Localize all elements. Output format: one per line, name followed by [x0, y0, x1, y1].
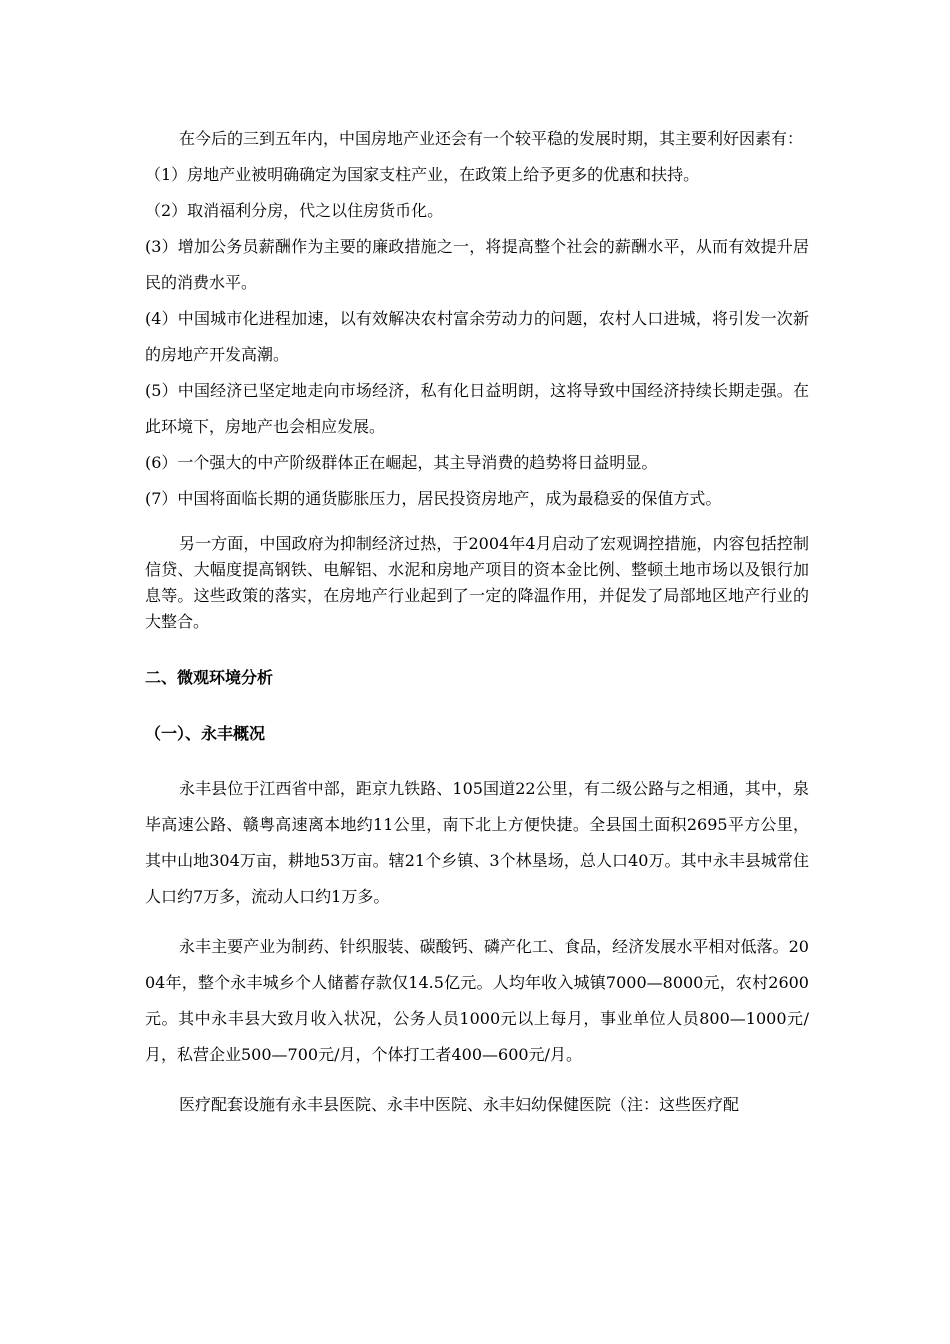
factor-item-2: （2）取消福利分房，代之以住房货币化。: [145, 201, 444, 220]
macro-policy-paragraph: 另一方面，中国政府为抑制经济过热，于2004年4月启动了宏观调控措施，内容包括控制信贷、大幅度提高钢铁、电解铝、水泥和房地产项目的资本金比例、整顿土地市场以及银行加息等。这些政策的落实，在房地产行业起到了一定的降温作用，并促发了局部地区地产行业的大整合。: [145, 534, 809, 631]
factor-item-5: (5）中国经济已坚定地走向市场经济，私有化日益明朗，这将导致中国经济持续长期走强。在此环境下，房地产也会相应发展。: [145, 381, 809, 436]
spacer: [145, 915, 809, 929]
overview-paragraph: 永丰县位于江西省中部，距京九铁路、105国道22公里，有二级公路与之相通，其中，泉毕高速公路、赣粤高速离本地约11公里，南下北上方便快捷。全县国土面积2695平方公里，其中山地304万亩，耕地53万亩。辖21个乡镇、3个林垦场，总人口40万。其中永丰县城常住人口约7万多，流动人口约1万多。: [145, 779, 809, 906]
factor-item-7: (7）中国将面临长期的通货膨胀压力，居民投资房地产，成为最稳妥的保值方式。: [145, 489, 722, 508]
medical-paragraph: 医疗配套设施有永丰县医院、永丰中医院、永丰妇幼保健医院（注：这些医疗配: [179, 1095, 740, 1114]
subsection-heading: （一）、永丰概况: [145, 724, 266, 743]
document-page: [145, 121, 809, 1123]
factor-item-6: (6）一个强大的中产阶级群体正在崛起，其主导消费的趋势将日益明显。: [145, 453, 658, 472]
factor-item-4: (4）中国城市化进程加速，以有效解决农村富余劳动力的问题，农村人口进城，将引发一次新的房地产开发高潮。: [145, 309, 809, 364]
spacer: [145, 517, 809, 531]
spacer: [145, 635, 809, 665]
intro-paragraph: 在今后的三到五年内，中国房地产业还会有一个较平稳的发展时期，其主要利好因素有：: [179, 129, 804, 148]
spacer: [145, 1073, 809, 1087]
section-heading: 二、微观环境分析: [145, 668, 274, 687]
economy-paragraph: 永丰主要产业为制药、针织服装、碳酸钙、磷产化工、食品，经济发展水平相对低落。2004年，整个永丰城乡个人储蓄存款仅14.5亿元。人均年收入城镇7000—8000元，农村2600元。其中永丰县大致月收入状况，公务人员1000元以上每月，事业单位人员800—1000元/月，私营企业500—700元/月，个体打工者400—600元/月。: [145, 937, 809, 1064]
spacer: [145, 691, 809, 721]
spacer: [145, 747, 809, 771]
factor-item-3: (3）增加公务员薪酬作为主要的廉政措施之一，将提高整个社会的薪酬水平，从而有效提升居民的消费水平。: [145, 237, 809, 292]
factor-item-1: （1）房地产业被明确确定为国家支柱产业，在政策上给予更多的优惠和扶持。: [145, 165, 700, 184]
